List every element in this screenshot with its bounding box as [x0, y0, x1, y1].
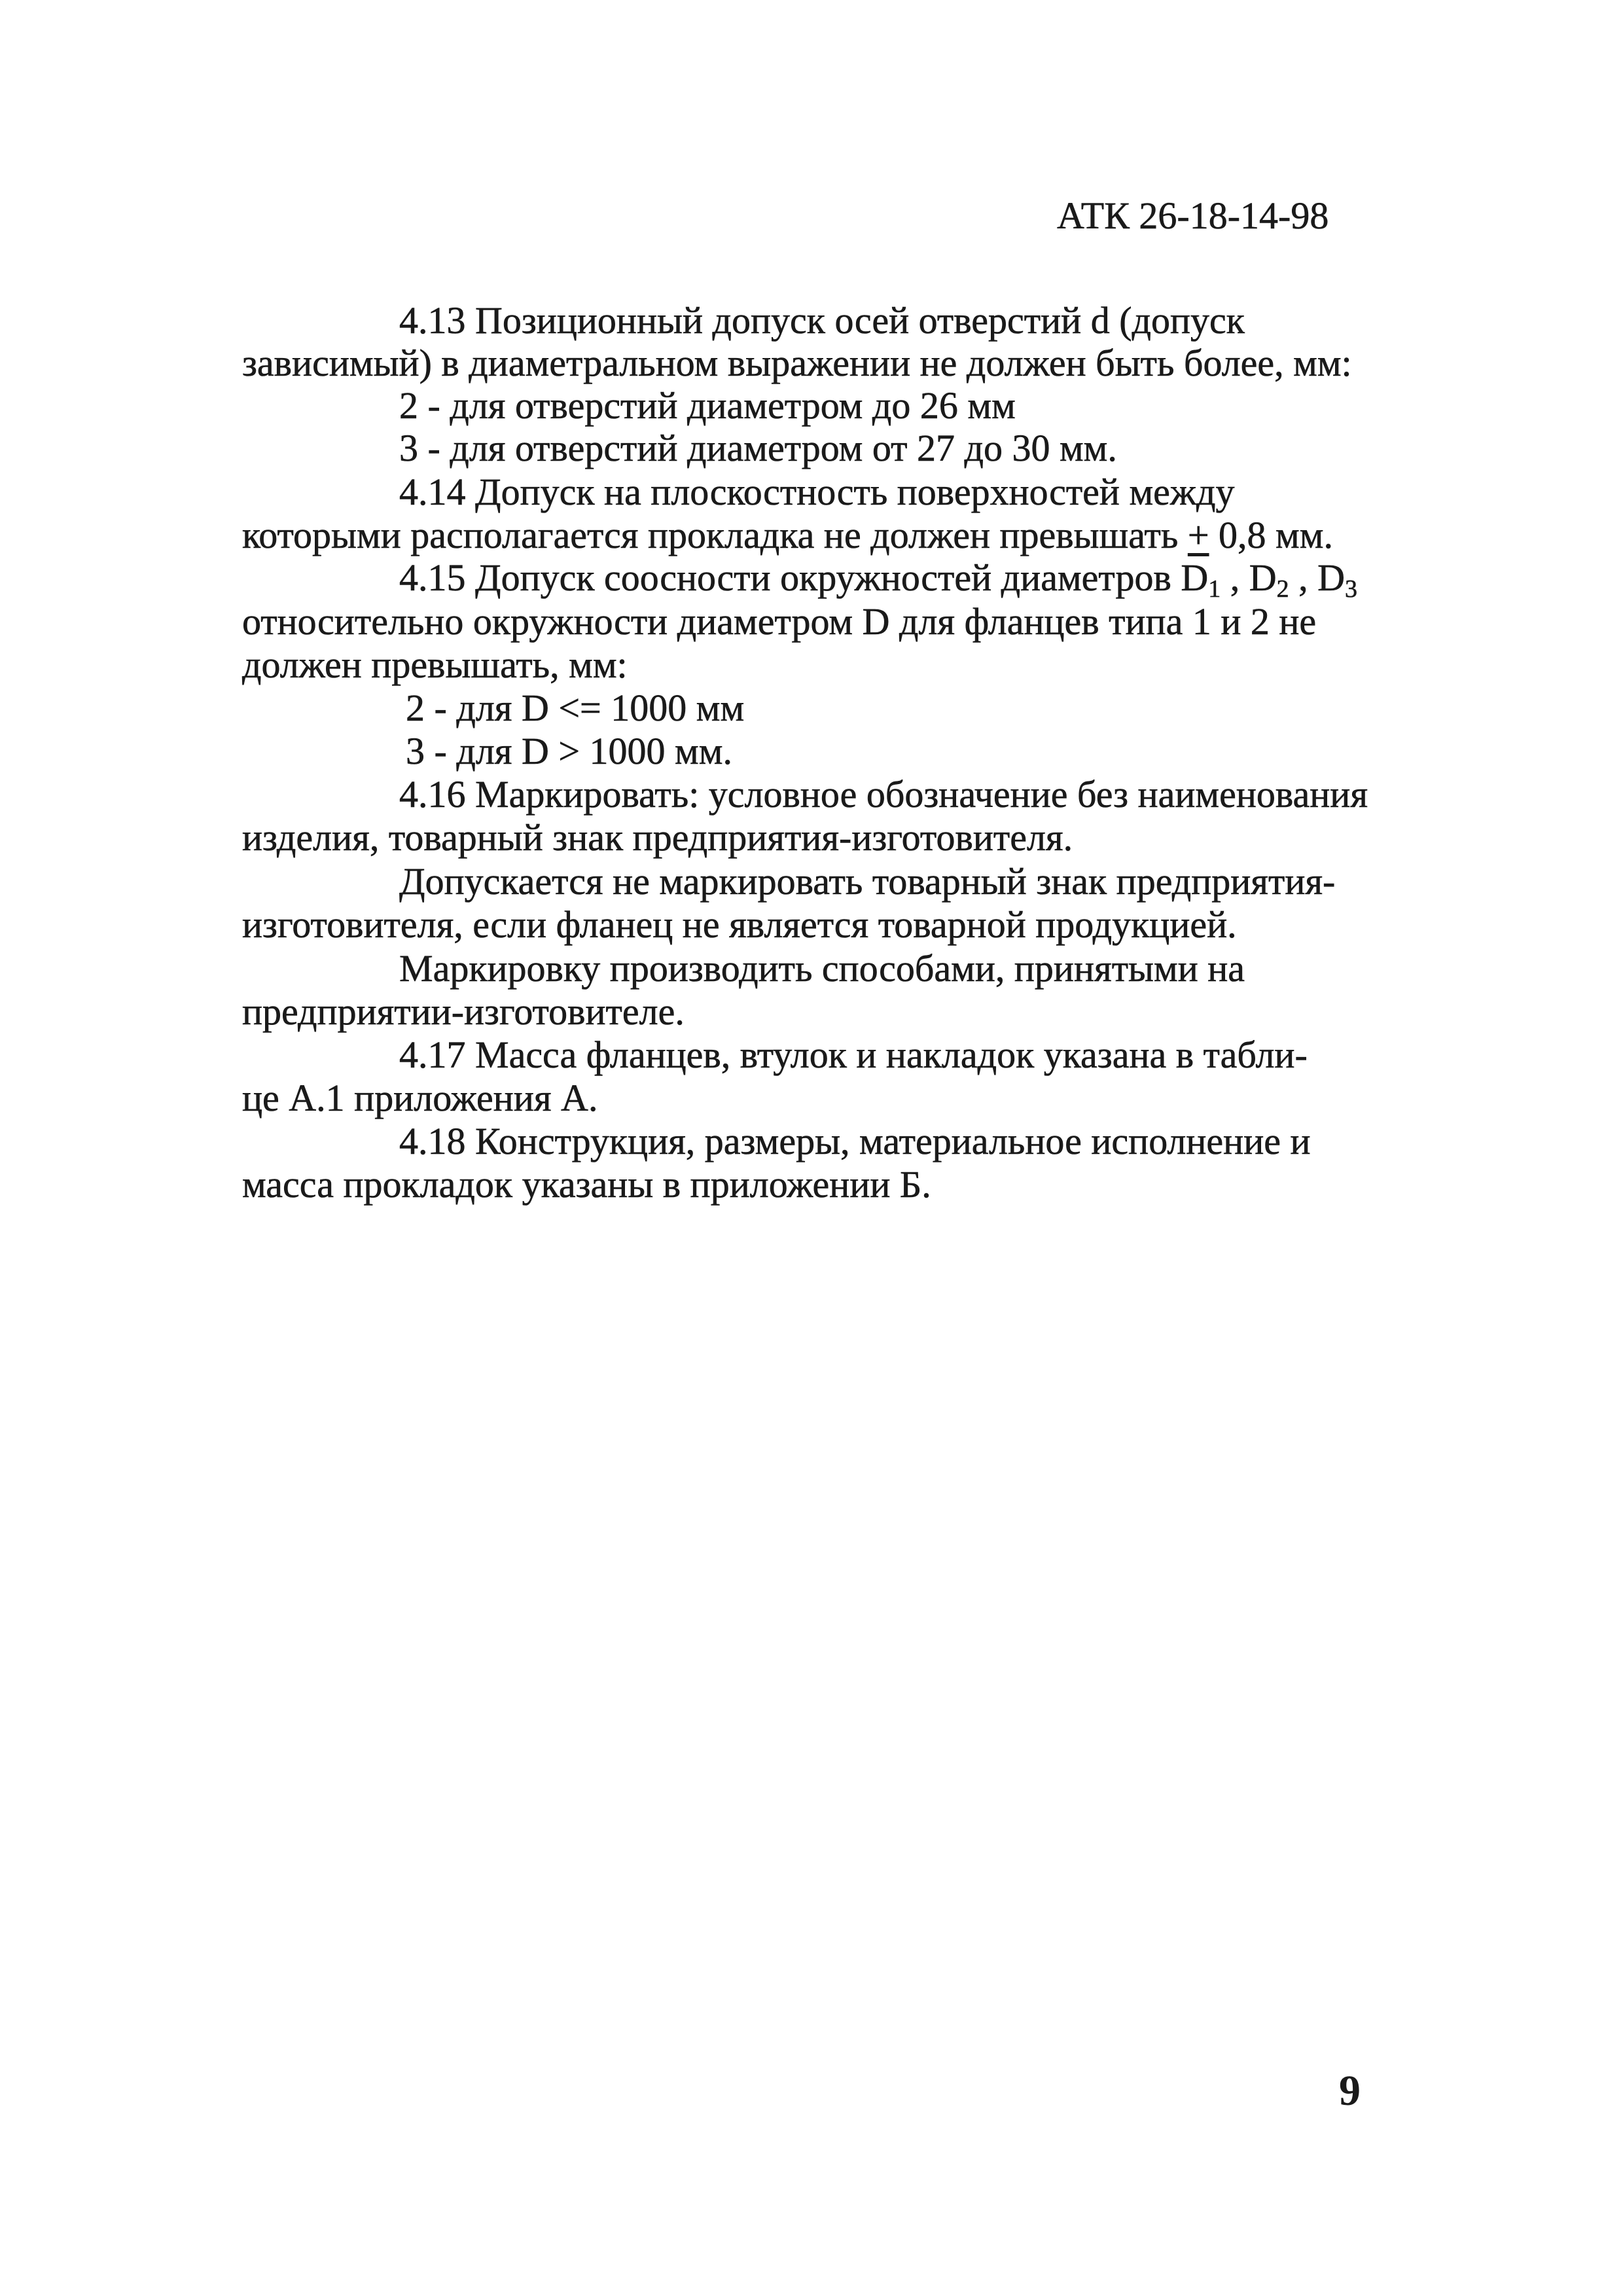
paragraph-4-16-method-line-1: Маркировку производить способами, принятыми на	[399, 947, 1245, 990]
paragraph-4-14-value: 0,8 мм.	[1209, 514, 1333, 556]
paragraph-4-13-line-2: зависимый) в диаметральном выражении не должен быть более, мм:	[242, 342, 1352, 384]
separator-2: , D	[1289, 556, 1345, 599]
subscript-2: 2	[1276, 575, 1289, 603]
paragraph-4-13-item-2: 2 - для отверстий диаметром до 26 мм	[399, 384, 1016, 427]
paragraph-4-13-item-3: 3 - для отверстий диаметром от 27 до 30 мм.	[399, 427, 1117, 469]
subscript-3: 3	[1345, 575, 1357, 603]
paragraph-4-15-item-3: 3 - для D > 1000 мм.	[406, 730, 732, 772]
paragraph-4-16-allowance-line-1: Допускается не маркировать товарный знак предприятия-	[399, 860, 1336, 903]
paragraph-4-16-allowance-line-2: изготовителя, если фланец не является товарной продукцией.	[242, 903, 1237, 946]
paragraph-4-17-line-2: це А.1 приложения А.	[242, 1077, 598, 1119]
plus-minus-sign: +	[1187, 514, 1209, 556]
paragraph-4-15-item-2: 2 - для D <= 1000 мм	[406, 687, 745, 729]
paragraph-4-15-line-2: относительно окружности диаметром D для фланцев типа 1 и 2 не	[242, 600, 1317, 643]
paragraph-4-18-line-1: 4.18 Конструкция, размеры, материальное исполнение и	[399, 1120, 1311, 1162]
paragraph-4-18-line-2: масса прокладок указаны в приложении Б.	[242, 1163, 931, 1206]
paragraph-4-14-text: которыми располагается прокладка не должен превышать	[242, 514, 1188, 556]
subscript-1: 1	[1208, 575, 1221, 603]
paragraph-4-15-text: 4.15 Допуск соосности окружностей диаметров D	[399, 556, 1209, 599]
paragraph-4-14-line-1: 4.14 Допуск на плоскостность поверхностей между	[399, 471, 1235, 513]
document-code: АТК 26-18-14-98	[1057, 194, 1329, 237]
paragraph-4-15-line-3: должен превышать, мм:	[242, 643, 628, 686]
paragraph-4-16-line-2: изделия, товарный знак предприятия-изготовителя.	[242, 816, 1073, 859]
page-number: 9	[1339, 2067, 1361, 2115]
paragraph-4-16-line-1: 4.16 Маркировать: условное обозначение без наименования	[399, 773, 1368, 816]
paragraph-4-13-line-1: 4.13 Позиционный допуск осей отверстий d (допуск	[399, 299, 1245, 342]
paragraph-4-17-line-1: 4.17 Масса фланцев, втулок и накладок указана в табли-	[399, 1033, 1308, 1076]
separator-1: , D	[1221, 556, 1277, 599]
paragraph-4-16-method-line-2: предприятии-изготовителе.	[242, 990, 685, 1033]
